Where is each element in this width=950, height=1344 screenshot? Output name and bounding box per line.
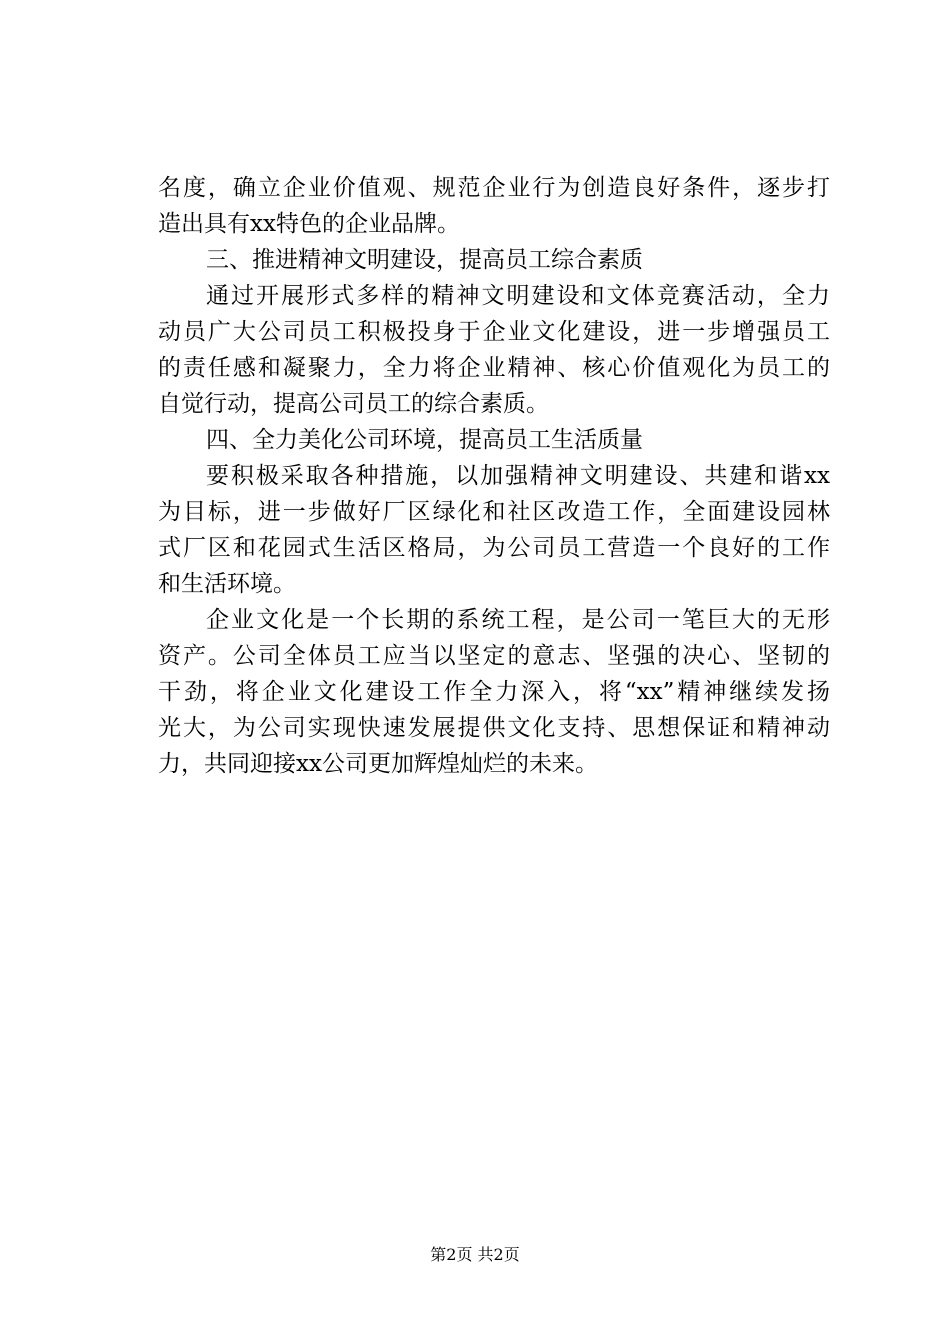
text-line: 光大，为公司实现快速发展提供文化支持、思想保证和精神动 xyxy=(158,715,830,741)
text-line: 式厂区和花园式生活区格局，为公司员工营造一个良好的工作 xyxy=(158,535,830,561)
text-line: 和生活环境。 xyxy=(158,571,296,597)
section-heading: 四、全力美化公司环境，提高员工生活质量 xyxy=(206,427,643,453)
text-line: 力，共同迎接xx公司更加辉煌灿烂的未来。 xyxy=(158,751,598,777)
section-heading: 三、推进精神文明建设，提高员工综合素质 xyxy=(206,247,643,273)
document-body xyxy=(158,170,830,782)
text-line: 通过开展形式多样的精神文明建设和文体竞赛活动，全力 xyxy=(206,283,830,309)
text-line: 名度，确立企业价值观、规范企业行为创造良好条件，逐步打 xyxy=(158,175,830,201)
text-line: 造出具有xx特色的企业品牌。 xyxy=(158,211,460,237)
text-line: 的责任感和凝聚力，全力将企业精神、核心价值观化为员工的 xyxy=(158,355,830,381)
text-line: 自觉行动，提高公司员工的综合素质。 xyxy=(158,391,549,417)
text-line: 动员广大公司员工积极投身于企业文化建设，进一步增强员工 xyxy=(158,319,830,345)
page-number-footer: 第2页 共2页 xyxy=(430,1245,520,1264)
text-line: 为目标，进一步做好厂区绿化和社区改造工作，全面建设园林 xyxy=(158,499,830,525)
text-line: 干劲，将企业文化建设工作全力深入，将“xx”精神继续发扬 xyxy=(158,679,830,705)
text-line: 资产。公司全体员工应当以坚定的意志、坚强的决心、坚韧的 xyxy=(158,643,830,669)
text-line: 企业文化是一个长期的系统工程，是公司一笔巨大的无形 xyxy=(206,607,830,633)
text-line: 要积极采取各种措施，以加强精神文明建设、共建和谐xx xyxy=(206,463,830,489)
